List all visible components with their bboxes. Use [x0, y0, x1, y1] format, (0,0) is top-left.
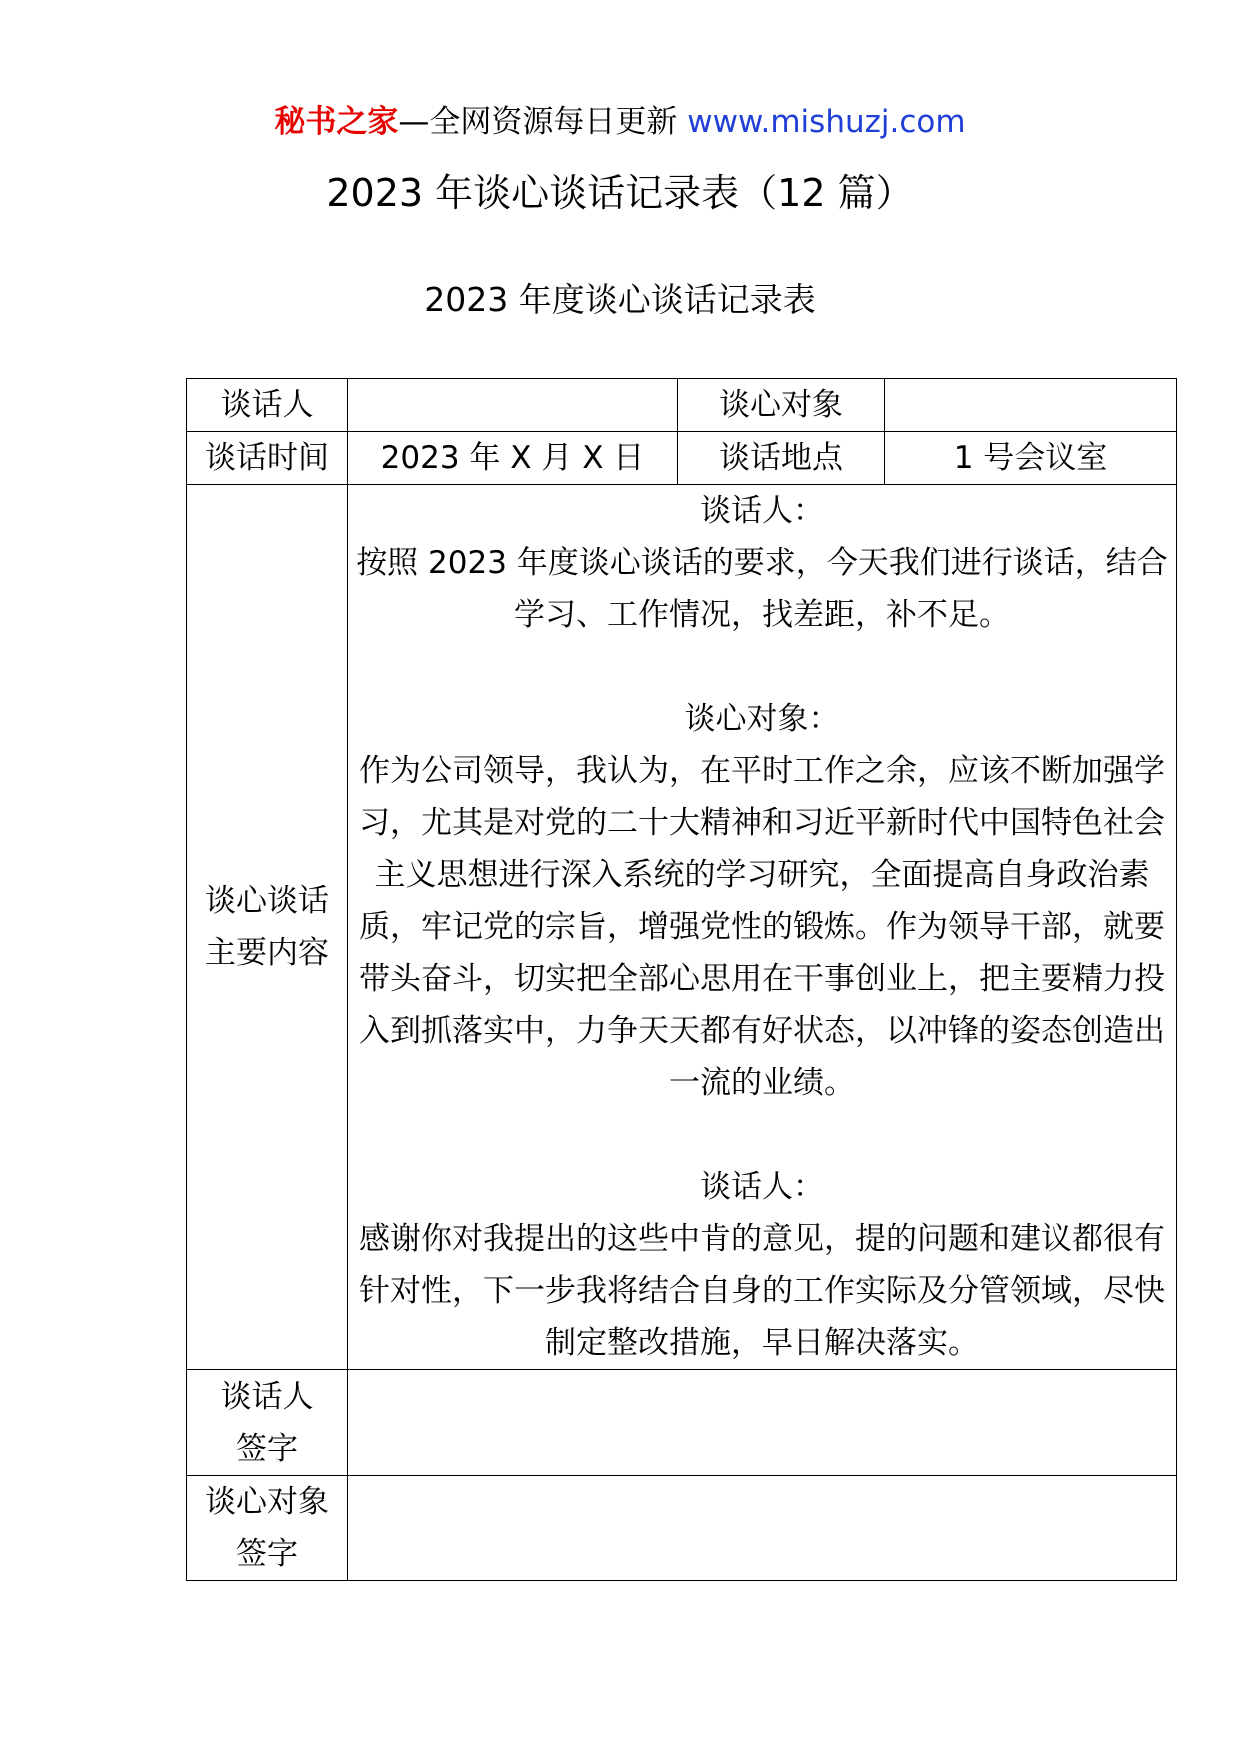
table-row-time-place	[187, 432, 1177, 485]
table-row-sign-talker	[187, 1370, 1177, 1476]
signature-talker-field[interactable]	[348, 1370, 1177, 1476]
paragraph-1: 按照 2023 年度谈心谈话的要求，今天我们进行谈话，结合学习、工作情况，找差距，补不足。	[356, 545, 1168, 633]
label-talker: 谈话人	[187, 379, 348, 432]
speaker-3: 谈话人：	[700, 1169, 824, 1205]
label-sign-talker	[187, 1370, 348, 1476]
document-title: 2023 年谈心谈话记录表（12 篇）	[326, 171, 914, 215]
label-sign-talker-line1: 谈话人	[220, 1378, 314, 1415]
label-place: 谈话地点	[678, 432, 885, 485]
speaker-2: 谈心对象：	[684, 701, 840, 737]
table-row-talker	[187, 379, 1177, 432]
value-time[interactable]: 2023 年 X 月 X 日	[348, 432, 678, 485]
label-main-content-line1: 谈心谈话	[205, 883, 329, 919]
label-main-content-line2: 主要内容	[205, 935, 329, 971]
site-header	[0, 102, 1240, 142]
table-row-content	[187, 485, 1177, 1370]
header-tagline: —全网资源每日更新	[398, 104, 678, 140]
talk-record-table	[186, 378, 1177, 1581]
value-talker[interactable]	[348, 379, 678, 432]
paragraph-2: 作为公司领导，我认为，在平时工作之余，应该不断加强学习，尤其是对党的二十大精神和习近平新时代中国特色社会主义思想进行深入系统的学习研究，全面提高自身政治素质，牢记党的宗旨，增强党性的锻炼。作为领导干部，就要带头奋斗，切实把全部心思用在干事创业上，把主要精力投入到抓落实中，力争天天都有好状态，以冲锋的姿态创造出一流的业绩。	[359, 753, 1165, 1101]
signature-target-field[interactable]	[348, 1476, 1177, 1581]
label-sign-target-line2: 签字	[236, 1536, 298, 1572]
document-subtitle: 2023 年度谈心谈话记录表	[424, 280, 816, 319]
spacer	[348, 641, 1176, 693]
label-sign-target-line1: 谈心对象	[205, 1484, 329, 1520]
label-sign-talker-line2: 签字	[236, 1430, 298, 1467]
label-main-content	[187, 485, 348, 1370]
site-url-link[interactable]: www.mishuzj.com	[687, 104, 966, 140]
value-place[interactable]: 1 号会议室	[885, 432, 1177, 485]
brand-name: 秘书之家	[274, 104, 399, 140]
label-sign-target	[187, 1476, 348, 1581]
value-target[interactable]	[885, 379, 1177, 432]
paragraph-3: 感谢你对我提出的这些中肯的意见，提的问题和建议都很有针对性，下一步我将结合自身的工作实际及分管领域，尽快制定整改措施，早日解决落实。	[359, 1221, 1165, 1361]
table-row-sign-target	[187, 1476, 1177, 1581]
spacer	[348, 1109, 1176, 1161]
label-target: 谈心对象	[678, 379, 885, 432]
speaker-1: 谈话人：	[700, 493, 824, 529]
main-content-cell[interactable]	[348, 485, 1177, 1370]
label-time: 谈话时间	[187, 432, 348, 485]
